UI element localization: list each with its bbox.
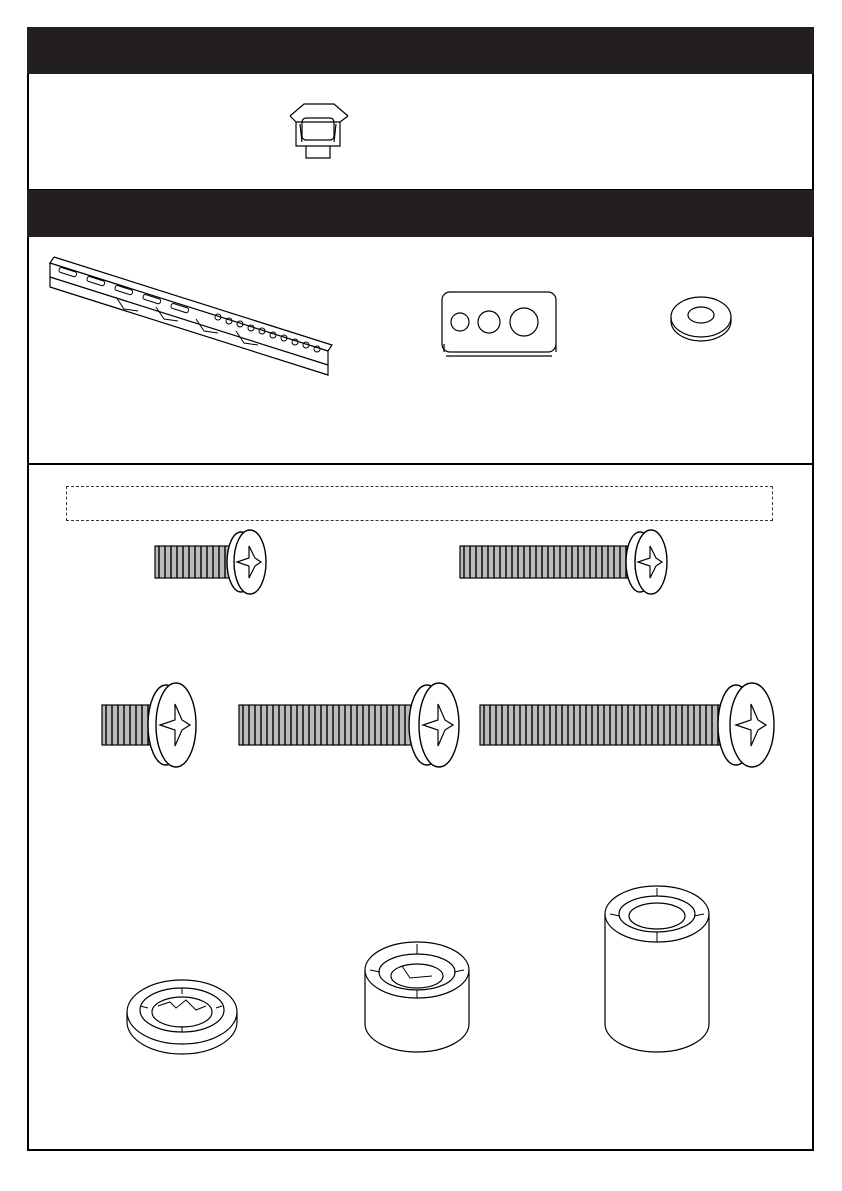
bolt-long-icon	[478, 680, 778, 770]
section1-heading	[27, 41, 39, 58]
spacer-medium-icon	[362, 940, 474, 1054]
screw-long-icon	[458, 528, 673, 596]
spacer-tall-icon	[602, 884, 714, 1056]
spacer-plate-icon	[440, 290, 560, 360]
bolt-medium-icon	[237, 680, 467, 770]
hardware-note-text	[67, 496, 75, 511]
washer-icon	[668, 293, 734, 345]
clip-bracket-icon	[284, 100, 359, 165]
wall-rail-icon	[46, 255, 336, 375]
spacer-short-icon	[124, 976, 242, 1052]
section2-header-band	[27, 190, 814, 237]
bolt-short-icon	[100, 680, 200, 770]
hardware-note-box	[66, 486, 773, 521]
screw-short-icon	[153, 528, 273, 596]
section2-divider	[27, 463, 814, 465]
section2-heading	[27, 204, 39, 221]
section1-header-band	[27, 27, 814, 74]
